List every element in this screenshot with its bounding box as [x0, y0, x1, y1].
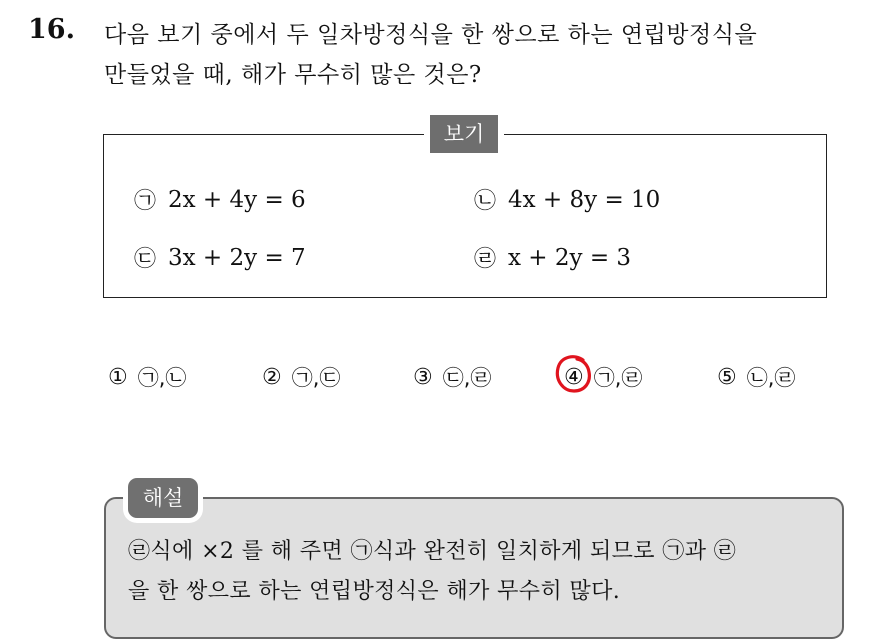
choice-5-value: ㉡,㉣ [746, 366, 796, 390]
choice-1-number: ① [108, 364, 128, 390]
choice-2-value: ㉠,㉢ [291, 366, 341, 390]
bogi-item-a-equation: 2x + 4y = 6 [168, 186, 306, 213]
choice-2[interactable] [262, 362, 340, 392]
choice-4-number: ④ [564, 364, 584, 390]
explanation-line1: ㉣식에 ×2 를 해 주면 ㉠식과 완전히 일치하게 되므로 ㉠과 ㉣ [128, 539, 737, 564]
question-text-line1: 다음 보기 중에서 두 일차방정식을 한 쌍으로 하는 연립방정식을 [104, 22, 758, 48]
bogi-item-a-marker: ㉠ [134, 189, 157, 214]
choice-5-number: ⑤ [717, 364, 737, 390]
bogi-item-b [474, 184, 660, 215]
choice-1-value: ㉠,㉡ [137, 366, 187, 390]
choice-4-value: ㉠,㉣ [593, 366, 643, 390]
choice-3-number: ③ [413, 364, 433, 390]
choice-1[interactable] [108, 362, 186, 392]
choice-3[interactable] [413, 362, 491, 392]
bogi-item-c-equation: 3x + 2y = 7 [168, 244, 306, 271]
answer-choices [0, 362, 884, 402]
bogi-item-d-marker: ㉣ [474, 247, 497, 272]
bogi-item-d [474, 242, 631, 273]
explanation-title: 해설 [128, 478, 198, 518]
choice-3-value: ㉢,㉣ [442, 366, 492, 390]
bogi-item-c-marker: ㉢ [134, 247, 157, 272]
bogi-title: 보기 [430, 115, 498, 153]
bogi-item-a [134, 184, 306, 215]
bogi-box [103, 134, 827, 298]
choice-2-number: ② [262, 364, 282, 390]
question-number: 16. [28, 14, 75, 45]
bogi-item-b-equation: 4x + 8y = 10 [508, 186, 661, 213]
explanation-line2: 을 한 쌍으로 하는 연립방정식은 해가 무수히 많다. [128, 579, 621, 604]
question-text [104, 15, 874, 95]
bogi-item-b-marker: ㉡ [474, 189, 497, 214]
explanation-text [128, 532, 834, 612]
bogi-item-d-equation: x + 2y = 3 [508, 244, 632, 271]
choice-4[interactable] [564, 362, 642, 392]
bogi-item-c [134, 242, 306, 273]
question-text-line2: 만들었을 때, 해가 무수히 많은 것은? [104, 62, 482, 88]
choice-5[interactable] [717, 362, 795, 392]
